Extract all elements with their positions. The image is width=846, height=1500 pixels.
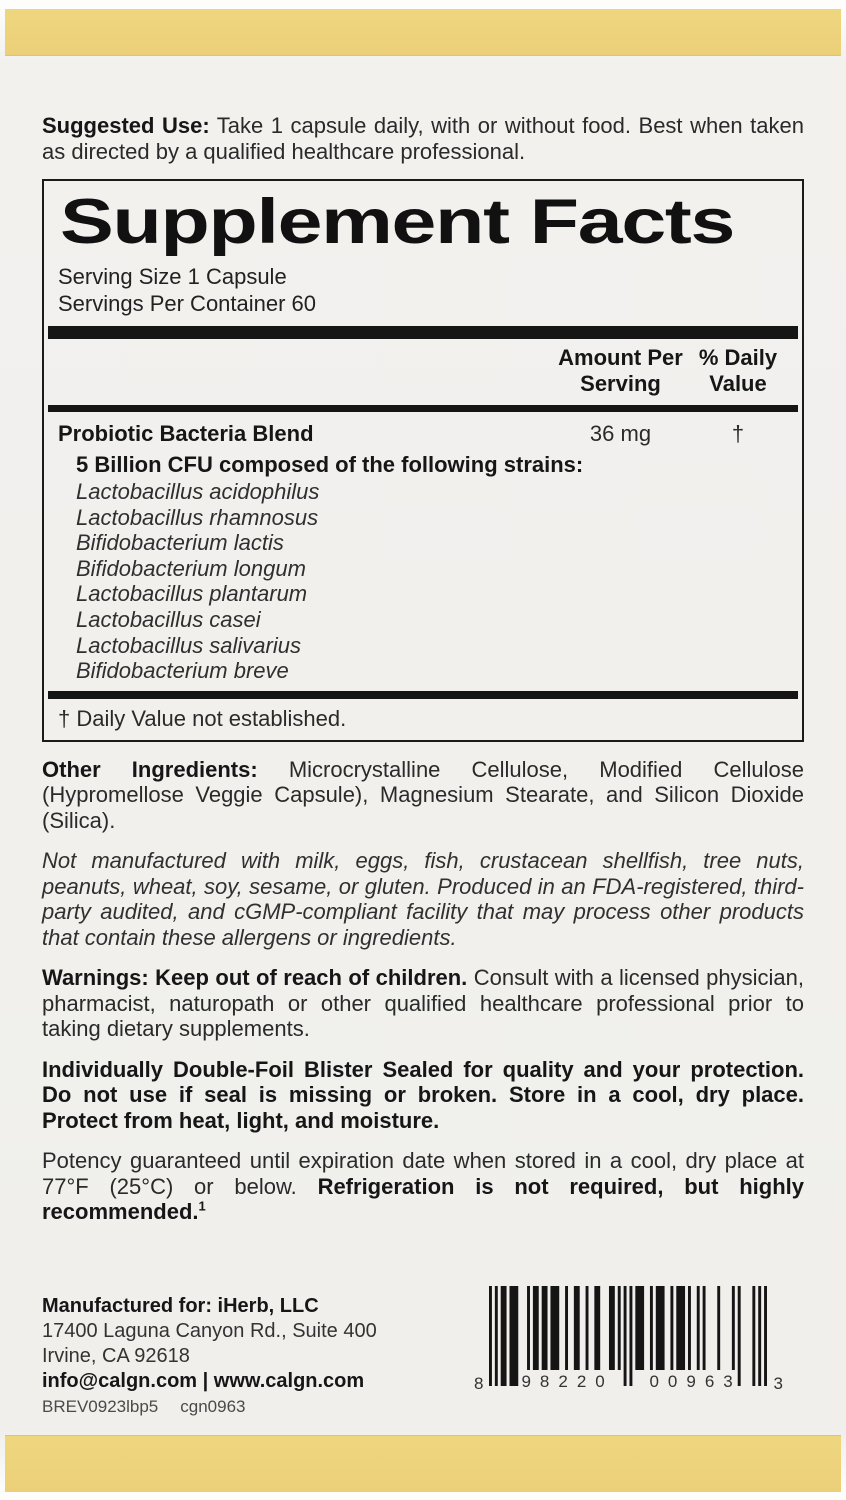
serving-size: Serving Size 1 Capsule xyxy=(58,264,287,289)
strains-list xyxy=(76,479,788,684)
nutrient-daily-value: † xyxy=(731,421,745,446)
warnings-lead: Warnings: Keep out of reach of children. xyxy=(42,965,468,991)
suggested-use-text: Take 1 capsule daily, with or without food. Best when taken as directed by a qualified healthcare professional. xyxy=(42,113,804,164)
servings-per-container: Servings Per Container 60 xyxy=(58,291,317,316)
barcode-group-1: 98220 xyxy=(521,1372,614,1391)
strain-item: Bifidobacterium longum xyxy=(76,555,306,581)
nutrient-row-probiotic-blend xyxy=(58,421,788,447)
strain-item: Lactobacillus salivarius xyxy=(76,632,301,658)
allergen-note-paragraph: Not manufactured with milk, eggs, fish, crustacean shellfish, tree nuts, peanuts, wheat, soy, sesame, or gluten. Produced in an FDA-registered, third-party audited, and cGMP-compliant facility that may process other products that contain these allergens or ingredients. xyxy=(42,848,804,950)
manufactured-for: Manufactured for: iHerb, LLC xyxy=(42,1295,319,1317)
other-ingredients-lead: Other Ingredients: xyxy=(42,756,258,782)
barcode-digit-right: 3 xyxy=(773,1374,783,1393)
storage-paragraph: Individually Double-Foil Blister Sealed for quality and your protection. Do not use if seal is missing or broken. Store in a cool, dry place. Protect from heat, light, and moisture. xyxy=(42,1056,804,1133)
footnote-superscript: 1 xyxy=(198,1198,206,1214)
other-ingredients-text: Microcrystalline Cellulose, Modified Cellulose (Hypromellose Veggie Capsule), Magnesium Stearate, and Silicon Dioxide (Silica). xyxy=(42,756,805,833)
strain-item: Lactobacillus rhamnosus xyxy=(76,504,319,530)
barcode-group-2: 00963 xyxy=(649,1372,742,1391)
potency-bold: Refrigeration is not required, but highly recommended.$^1$ xyxy=(42,1173,804,1225)
manufacturer-address-line: 17400 Laguna Canyon Rd., Suite 400 xyxy=(42,1320,377,1342)
other-ingredients-paragraph xyxy=(42,757,804,834)
facts-column-headers xyxy=(58,345,788,399)
potency-paragraph xyxy=(42,1148,804,1225)
upc-barcode xyxy=(474,1286,804,1394)
label-content xyxy=(0,56,846,1435)
nutrient-name: Probiotic Bacteria Blend xyxy=(58,421,314,446)
bottom-row xyxy=(42,1294,804,1419)
strain-item: Lactobacillus casei xyxy=(76,606,261,632)
manufacturer-contact: info@calgn.com | www.calgn.com xyxy=(42,1370,365,1392)
nutrient-amount: 36 mg xyxy=(589,421,652,446)
divider-thick-bar xyxy=(48,326,798,339)
lot-code-1: BREV0923lbp5 xyxy=(42,1397,159,1416)
manufacturer-block xyxy=(42,1294,377,1419)
supplement-facts-title: Supplement Facts xyxy=(60,187,735,257)
divider-footnote-bar xyxy=(48,691,798,699)
strain-item: Bifidobacterium breve xyxy=(76,658,289,684)
potency-text: Potency guaranteed until expiration date when stored in a cool, dry place at 77°F (25°C) or below. xyxy=(42,1148,804,1199)
strain-item: Bifidobacterium lactis xyxy=(76,530,284,556)
warnings-text: Consult with a licensed physician, pharmacist, naturopath or other qualified healthcare professional prior to taking dietary supplements. xyxy=(42,965,805,1042)
manufacturer-city-line: Irvine, CA 92618 xyxy=(42,1345,190,1367)
suggested-use-lead: Suggested Use: xyxy=(42,113,210,138)
strain-item: Lactobacillus acidophilus xyxy=(76,479,320,504)
blend-heading: 5 Billion CFU composed of the following strains: xyxy=(76,452,584,477)
daily-value-footnote: † Daily Value not established. xyxy=(58,705,347,731)
barcode-digit-left: 8 xyxy=(474,1374,484,1393)
warnings-paragraph xyxy=(42,965,804,1042)
lot-code-2: cgn0963 xyxy=(180,1397,246,1416)
top-gold-band xyxy=(5,9,841,56)
strain-item: Lactobacillus plantarum xyxy=(76,581,308,607)
barcode-bars-area xyxy=(489,1286,767,1394)
suggested-use-paragraph xyxy=(42,113,804,164)
divider-mid-bar xyxy=(48,405,798,412)
bottom-gold-band xyxy=(5,1435,841,1492)
lot-codes xyxy=(42,1395,377,1419)
column-header-amount-per-serving: Amount Per Serving xyxy=(558,345,683,396)
supplement-facts-panel xyxy=(42,179,804,742)
column-header-percent-daily-value: % Daily Value xyxy=(698,345,778,396)
